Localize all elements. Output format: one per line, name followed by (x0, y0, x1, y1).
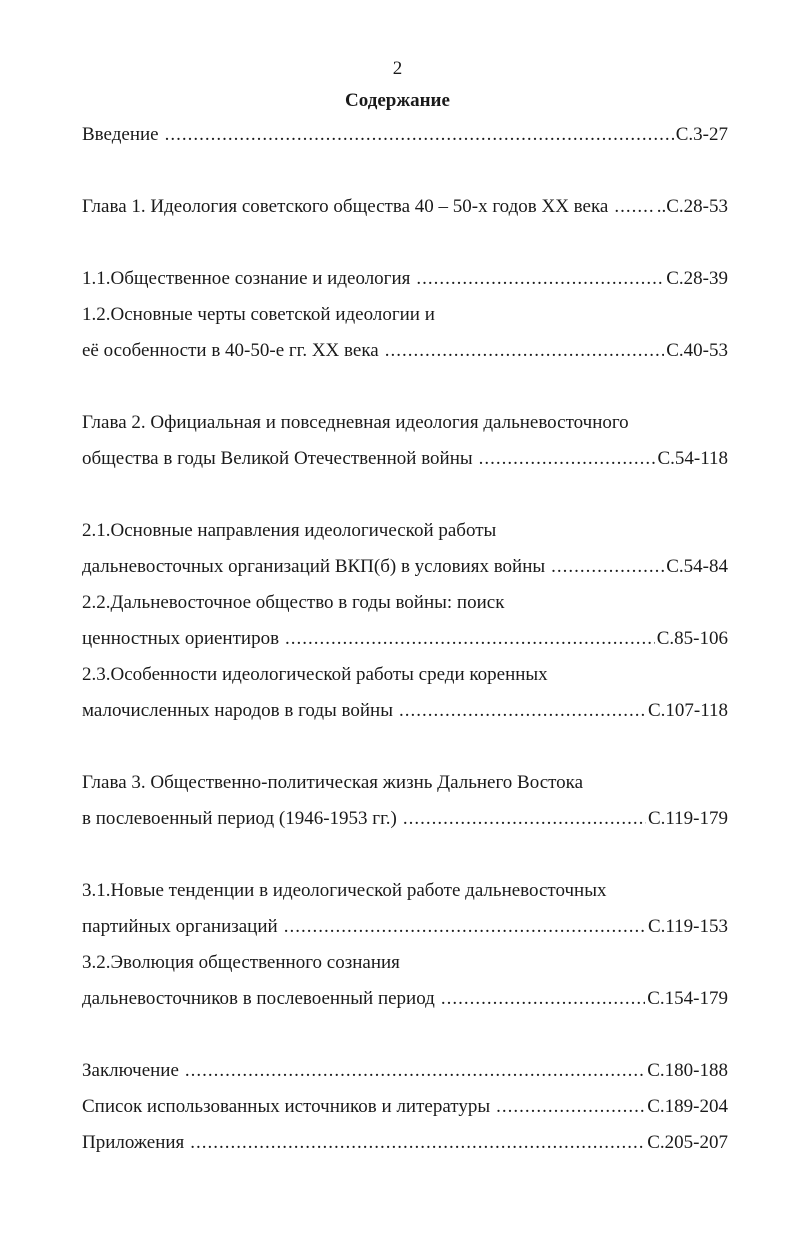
toc-entry-text: 1.1.Общественное сознание и идеология (82, 268, 411, 289)
toc-entry-chapter-2-line1: Глава 2. Официальная и повседневная идеология дальневосточного (82, 412, 629, 433)
toc-leader-dots (399, 693, 646, 729)
toc-entry-section-2-2-line1: 2.2.Дальневосточное общество в годы войны: поиск (82, 592, 505, 613)
toc-entry-pages: С.54-118 (657, 448, 728, 469)
toc-leader-dots (285, 621, 655, 657)
toc-entry-text: Введение (82, 124, 159, 145)
toc-entry-pages: ..С.28-53 (656, 196, 728, 217)
toc-entry-text: Глава 1. Идеология советского общества 40 – 50-х годов XX века (82, 196, 609, 217)
toc-entry-text: её особенности в 40-50-е гг. XX века (82, 340, 379, 361)
toc-entry-section-3-1-line1: 3.1.Новые тенденции в идеологической работе дальневосточных (82, 880, 607, 901)
toc-entry-pages: С.85-106 (656, 628, 728, 649)
toc-entry-text: Заключение (82, 1060, 179, 1081)
toc-leader-dots (403, 801, 646, 837)
page-number: 2 (392, 58, 403, 79)
toc-leader-dots (614, 189, 654, 225)
toc-entry-text: общества в годы Великой Отечественной войны (82, 448, 473, 469)
toc-entry-pages: С.28-39 (666, 268, 728, 289)
toc-entry-section-2-3-line1: 2.3.Особенности идеологической работы среди коренных (82, 664, 548, 685)
toc-entry-pages: С.54-84 (666, 556, 728, 577)
toc-entry-pages: С.40-53 (666, 340, 728, 361)
toc-entry-section-2-1-line1: 2.1.Основные направления идеологической работы (82, 520, 497, 541)
toc-entry-pages: С.119-153 (647, 916, 728, 937)
toc-entry-text: дальневосточников в послевоенный период (82, 988, 435, 1009)
toc-entry-pages: С.119-179 (647, 808, 728, 829)
toc-entry-sources (82, 1089, 728, 1125)
page-title: Содержание (345, 90, 450, 111)
toc-entry-pages: С.189-204 (647, 1096, 728, 1117)
toc-entry-text: дальневосточных организаций ВКП(б) в условиях войны (82, 556, 546, 577)
toc-entry-section-2-1 (82, 549, 728, 585)
toc-entry-appendix (82, 1125, 728, 1161)
toc-entry-text: партийных организаций (82, 916, 278, 937)
toc-leader-dots (165, 117, 674, 153)
toc-entry-section-1-2-line1: 1.2.Основные черты советской идеологии и (82, 304, 435, 325)
toc-leader-dots (185, 1053, 645, 1089)
toc-entry-text: ценностных ориентиров (82, 628, 280, 649)
toc-entry-text: малочисленных народов в годы войны (82, 700, 393, 721)
toc-leader-dots (551, 549, 664, 585)
toc-leader-dots (416, 261, 664, 297)
toc-entry-section-3-1 (82, 909, 728, 945)
toc-entry-chapter-2 (82, 441, 728, 477)
toc-leader-dots (441, 981, 645, 1017)
toc-leader-dots (479, 441, 656, 477)
toc-entry-section-1-1 (82, 261, 728, 297)
toc-entry-section-2-3 (82, 693, 728, 729)
toc-entry-chapter-3-line1: Глава 3. Общественно-политическая жизнь Дальнего Востока (82, 772, 584, 793)
toc-leader-dots (385, 333, 665, 369)
toc-leader-dots (496, 1089, 645, 1125)
toc-entry-conclusion (82, 1053, 728, 1089)
toc-entry-text: Список использованных источников и литературы (82, 1096, 491, 1117)
toc-leader-dots (284, 909, 646, 945)
toc-entry-intro (82, 117, 728, 153)
toc-entry-section-3-2-line1: 3.2.Эволюция общественного сознания (82, 952, 400, 973)
toc-leader-dots (190, 1125, 645, 1161)
toc-entry-text: Приложения (82, 1132, 185, 1153)
toc-entry-pages: С.180-188 (647, 1060, 728, 1081)
toc-entry-pages: С.154-179 (647, 988, 728, 1009)
toc-entry-section-2-2 (82, 621, 728, 657)
toc-entry-pages: С.205-207 (647, 1132, 728, 1153)
toc-entry-section-1-2 (82, 333, 728, 369)
toc-entry-section-3-2 (82, 981, 728, 1017)
toc-entry-text: в послевоенный период (1946-1953 гг.) (82, 808, 397, 829)
toc-entry-chapter-3 (82, 801, 728, 837)
toc-entry-chapter-1 (82, 189, 728, 225)
table-of-contents (82, 117, 728, 1161)
toc-entry-pages: С.3-27 (675, 124, 728, 145)
toc-entry-pages: С.107-118 (647, 700, 728, 721)
